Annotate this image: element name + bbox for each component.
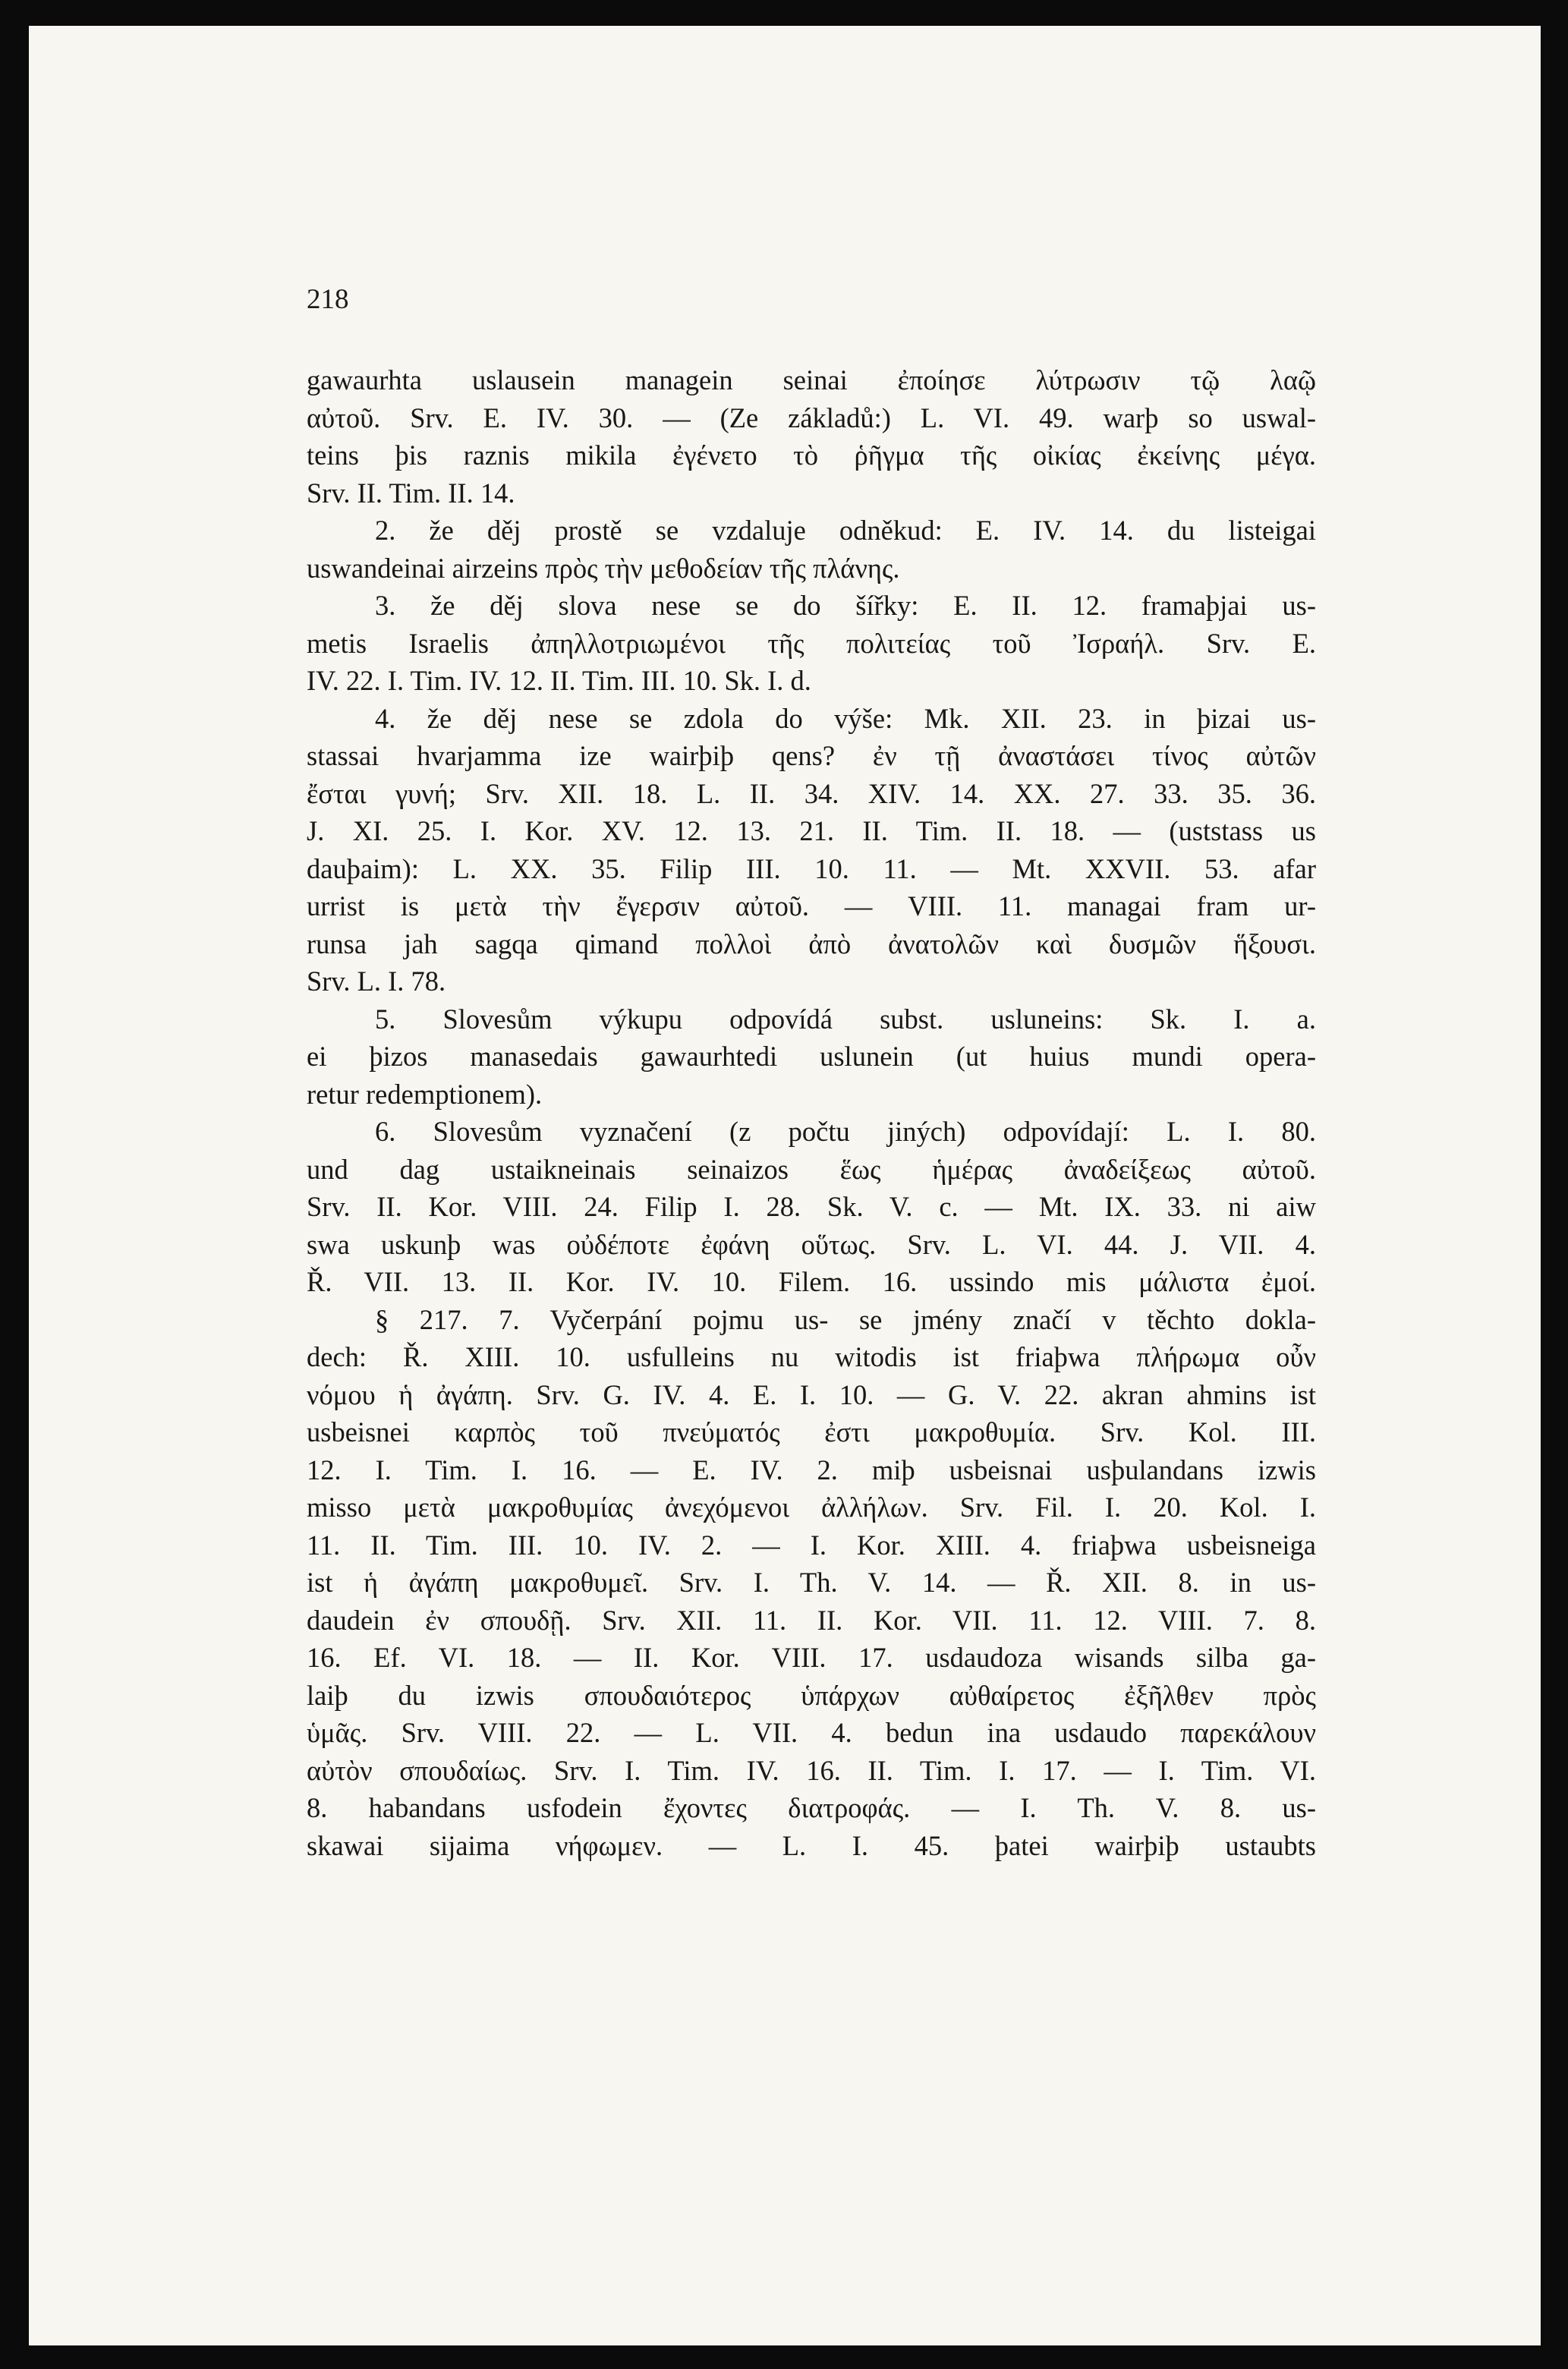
text-line: 12. I. Tim. I. 16. — E. IV. 2. miþ usbeisnai usþulandans izwis: [307, 1454, 1316, 1485]
text-line: retur redemptionem).: [307, 1078, 543, 1110]
text-line: 3. že děj slova nese se do šířky: E. II. 12. framaþjai us-: [375, 590, 1316, 621]
text-line: swa uskunþ was οὐδέποτε ἐφάνη οὕτως. Srv. L. VI. 44. J. VII. 4.: [307, 1228, 1316, 1260]
text-line: J. XI. 25. I. Kor. XV. 12. 13. 21. II. Tim. II. 18. — (uststass us: [307, 815, 1316, 846]
text-line: daudein ἐν σπουδῇ. Srv. XII. 11. II. Kor. VII. 11. 12. VIII. 7. 8.: [307, 1604, 1316, 1636]
text-line: αὐτοῦ. Srv. E. IV. 30. — (Ze základů:) L. VI. 49. warþ so uswal-: [307, 402, 1316, 433]
body-text: [307, 361, 1316, 1864]
text-line: 2. že děj prostě se vzdaluje odněkud: E. IV. 14. du listeigai: [375, 515, 1316, 546]
text-line: ist ἡ ἀγάπη μακροθυμεῖ. Srv. I. Th. V. 14. — Ř. XII. 8. in us-: [307, 1567, 1316, 1598]
text-line: 11. II. Tim. III. 10. IV. 2. — I. Kor. XIII. 4. friaþwa usbeisneiga: [307, 1529, 1316, 1561]
text-line: skawai sijaima νήφωμεν. — L. I. 45. þatei wairþiþ ustaubts: [307, 1829, 1316, 1861]
text-line: metis Israelis ἀπηλλοτριωμένοι τῆς πολιτείας τοῦ Ἰσραήλ. Srv. E.: [307, 627, 1316, 659]
text-line: ei þizos manasedais gawaurhtedi uslunein (ut huius mundi opera-: [307, 1041, 1316, 1072]
text-line: 5. Slovesům výkupu odpovídá subst. usluneins: Sk. I. a.: [375, 1003, 1316, 1035]
text-line: misso μετὰ μακροθυμίας ἀνεχόμενοι ἀλλήλων. Srv. Fil. I. 20. Kol. I.: [307, 1492, 1316, 1523]
book-page: [29, 26, 1541, 2345]
text-line: Ř. VII. 13. II. Kor. IV. 10. Filem. 16. ussindo mis μάλιστα ἐμοί.: [307, 1266, 1316, 1297]
text-line: dauþaim): L. XX. 35. Filip III. 10. 11. — Mt. XXVII. 53. afar: [307, 852, 1316, 884]
text-line: teins þis raznis mikila ἐγένετο τὸ ῥῆγμα τῆς οἰκίας ἐκείνης μέγα.: [307, 439, 1316, 471]
text-line: IV. 22. I. Tim. IV. 12. II. Tim. III. 10. Sk. I. d.: [307, 665, 811, 696]
text-line: ὑμᾶς. Srv. VIII. 22. — L. VII. 4. bedun ina usdaudo παρεκάλουν: [307, 1717, 1316, 1748]
page-number: 218: [307, 284, 349, 315]
text-line: 6. Slovesům vyznačení (z počtu jiných) odpovídají: L. I. 80.: [375, 1116, 1316, 1147]
text-line: Srv. L. I. 78.: [307, 966, 446, 997]
text-line: 8. habandans usfodein ἔχοντες διατροφάς. — I. Th. V. 8. us-: [307, 1792, 1316, 1823]
text-line: νόμου ἡ ἀγάπη. Srv. G. IV. 4. E. I. 10. — G. V. 22. akran ahmins ist: [307, 1378, 1316, 1410]
text-line: ἔσται γυνή; Srv. XII. 18. L. II. 34. XIV. 14. XX. 27. 33. 35. 36.: [307, 777, 1316, 809]
text-line: usbeisnei καρπὸς τοῦ πνεύματός ἐστι μακροθυμία. Srv. Kol. III.: [307, 1416, 1316, 1448]
text-line: uswandeinai airzeins πρὸς τὴν μεθοδείαν τῆς πλάνης.: [307, 552, 900, 584]
text-line: dech: Ř. XIII. 10. usfulleins nu witodis ist friaþwa πλήρωμα οὖν: [307, 1341, 1316, 1372]
text-line: runsa jah sagqa qimand πολλοὶ ἀπὸ ἀνατολῶν καὶ δυσμῶν ἥξουσι.: [307, 928, 1316, 959]
text-line: 16. Ef. VI. 18. — II. Kor. VIII. 17. usdaudoza wisands silba ga-: [307, 1642, 1316, 1673]
section-heading-line: § 217. 7. Vyčerpání pojmu us- se jmény značí v těchto dokla-: [375, 1303, 1316, 1335]
text-line: laiþ du izwis σπουδαιότερος ὑπάρχων αὐθαίρετος ἐξῆλθεν πρὸς: [307, 1679, 1316, 1711]
text-line: Srv. II. Kor. VIII. 24. Filip I. 28. Sk. V. c. — Mt. IX. 33. ni aiw: [307, 1191, 1316, 1222]
text-line: und dag ustaikneinais seinaizos ἕως ἡμέρας ἀναδείξεως αὐτοῦ.: [307, 1153, 1316, 1185]
text-line: 4. že děj nese se zdola do výše: Mk. XII. 23. in þizai us-: [375, 702, 1316, 734]
text-line: αὐτὸν σπουδαίως. Srv. I. Tim. IV. 16. II. Tim. I. 17. — I. Tim. VI.: [307, 1754, 1316, 1786]
text-line: stassai hvarjamma ize wairþiþ qens? ἐν τῇ ἀναστάσει τίνος αὐτῶν: [307, 740, 1316, 771]
text-line: gawaurhta uslausein managein seinai ἐποίησε λύτρωσιν τῷ λαῷ: [307, 364, 1316, 395]
text-line: Srv. II. Tim. II. 14.: [307, 477, 515, 509]
text-line: urrist is μετὰ τὴν ἔγερσιν αὐτοῦ. — VIII. 11. managai fram ur-: [307, 890, 1316, 921]
